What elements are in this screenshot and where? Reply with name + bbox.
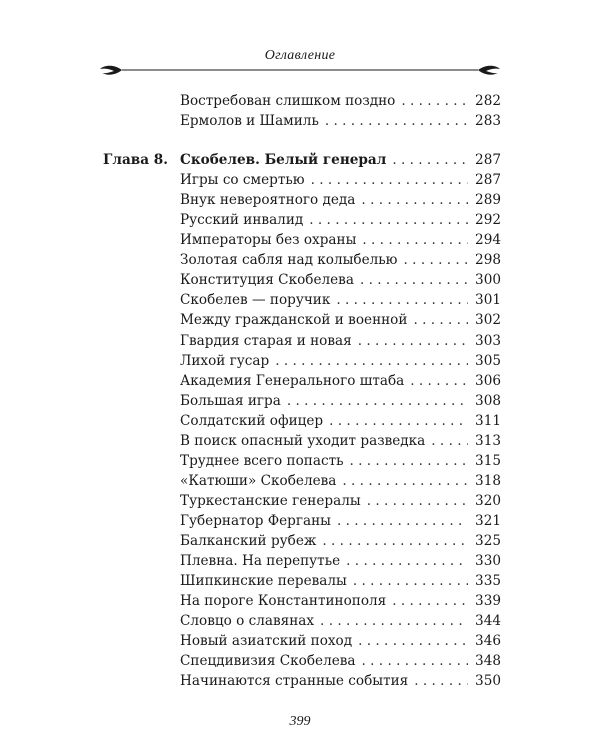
dot-leader — [431, 431, 468, 451]
toc-entry — [103, 331, 501, 351]
entry-title: Лихой гусар — [180, 352, 270, 369]
entry-page-number: 287 — [475, 152, 501, 169]
entry-title: На пороге Константинополя — [180, 593, 387, 610]
toc-line — [180, 671, 501, 691]
toc-entry — [103, 651, 501, 671]
entry-page-number: 294 — [475, 232, 501, 249]
entry-page-number: 311 — [475, 412, 501, 429]
dot-leader — [413, 310, 468, 330]
toc-line — [180, 250, 501, 270]
dot-leader — [360, 270, 468, 290]
entry-page-number: 350 — [475, 673, 501, 690]
toc-entry — [103, 371, 501, 391]
toc-line — [180, 210, 501, 230]
dot-leader — [320, 611, 468, 631]
toc-line — [180, 651, 501, 671]
dot-leader — [309, 210, 468, 230]
toc-entry — [103, 391, 501, 411]
toc-entry — [103, 511, 501, 531]
dot-leader — [353, 571, 468, 591]
entry-page-number: 339 — [475, 593, 501, 610]
entry-page-number: 306 — [475, 372, 501, 389]
entry-title: Востребован слишком поздно — [180, 93, 396, 109]
toc-line — [180, 591, 501, 611]
entry-title: Словцо о славянах — [180, 613, 315, 630]
ornamental-rule — [98, 62, 502, 78]
dot-leader — [401, 91, 468, 111]
toc-entry — [103, 250, 501, 270]
entry-title: Золотая сабля над колыбелью — [180, 252, 398, 269]
toc-entry — [103, 631, 501, 651]
toc-line — [180, 391, 501, 411]
entry-title: Труднее всего попасть — [180, 452, 344, 469]
entry-page-number: 292 — [475, 212, 501, 229]
dot-leader — [361, 190, 468, 210]
entry-title: Скобелев. Белый генерал — [180, 152, 387, 169]
dot-leader — [404, 250, 468, 270]
toc-entry — [103, 91, 501, 111]
entry-title: Ермолов и Шамиль — [180, 113, 319, 130]
entry-page-number: 298 — [475, 252, 501, 269]
toc-entry — [103, 270, 501, 290]
entry-title: Императоры без охраны — [180, 232, 357, 249]
dot-leader — [367, 491, 468, 511]
toc-line — [180, 471, 501, 491]
toc-line — [180, 230, 501, 250]
dot-leader — [358, 631, 468, 651]
toc-entry — [103, 531, 501, 551]
entry-title: Конституция Скобелева — [180, 272, 354, 289]
entry-page-number: 302 — [475, 312, 501, 329]
entry-title: В поиск опасный уходит разведка — [180, 432, 426, 449]
entry-page-number: 287 — [475, 172, 501, 189]
entry-title: Солдатский офицер — [180, 412, 324, 429]
dot-leader — [322, 531, 468, 551]
entry-page-number: 308 — [475, 392, 501, 409]
entry-title: Начинаются странные события — [180, 673, 409, 690]
dot-leader — [414, 671, 468, 691]
entry-title: Спецдивизия Скобелева — [180, 653, 356, 670]
toc-entry — [103, 290, 501, 310]
toc-line — [180, 290, 501, 310]
toc-line — [180, 491, 501, 511]
dot-leader — [275, 351, 468, 371]
toc-entry — [103, 551, 501, 571]
toc-entry — [103, 190, 501, 210]
entry-title: Между гражданской и военной — [180, 312, 408, 329]
toc-entry — [103, 451, 501, 471]
toc-entry — [103, 351, 501, 371]
toc-line — [180, 190, 501, 210]
entry-page-number: 303 — [475, 332, 501, 349]
toc-line — [180, 331, 501, 351]
entry-title: Академия Генерального штаба — [180, 372, 405, 389]
entry-title: Скобелев — поручик — [180, 292, 331, 309]
entry-title: Игры со смертью — [180, 172, 305, 189]
entry-title: Большая игра — [180, 392, 281, 409]
toc-line — [180, 411, 501, 431]
chapter-label: Глава 8. — [103, 152, 168, 169]
table-of-contents — [103, 91, 501, 691]
dot-leader — [325, 111, 468, 131]
entry-title: Туркестанские генералы — [180, 492, 361, 509]
entry-title: Гвардия старая и новая — [180, 332, 352, 349]
toc-entry — [103, 310, 501, 330]
entry-page-number: 313 — [475, 432, 501, 449]
toc-line — [180, 451, 501, 471]
entry-page-number: 320 — [475, 492, 501, 509]
entry-page-number: 300 — [475, 272, 501, 289]
entry-page-number: 305 — [475, 352, 501, 369]
dot-leader — [337, 511, 468, 531]
toc-entry — [103, 431, 501, 451]
toc-line — [180, 571, 501, 591]
toc-entry — [103, 111, 501, 131]
toc-entry — [103, 591, 501, 611]
toc-line — [180, 511, 501, 531]
dot-leader — [346, 551, 468, 571]
entry-page-number: 289 — [475, 192, 501, 209]
toc-line — [180, 91, 501, 111]
toc-entry — [103, 210, 501, 230]
toc-line — [180, 551, 501, 571]
dot-leader — [392, 150, 468, 170]
toc-entry — [103, 471, 501, 491]
dot-leader — [336, 290, 468, 310]
toc-entry — [103, 170, 501, 190]
toc-entry — [103, 491, 501, 511]
dot-leader — [362, 651, 468, 671]
dot-leader — [358, 331, 468, 351]
entry-title: Шипкинские перевалы — [180, 573, 347, 590]
entry-page-number: 346 — [475, 633, 501, 650]
entry-page-number: 318 — [475, 472, 501, 489]
toc-line — [180, 611, 501, 631]
toc-entry — [103, 150, 501, 170]
entry-page-number: 348 — [475, 653, 501, 670]
entry-title: Новый азиатский поход — [180, 633, 353, 650]
entry-page-number: 315 — [475, 452, 501, 469]
running-head: Оглавление — [264, 48, 336, 63]
page-number: 399 — [289, 714, 311, 729]
entry-page-number: 283 — [475, 113, 501, 130]
dot-leader — [350, 451, 469, 471]
toc-line — [180, 310, 501, 330]
toc-line — [180, 351, 501, 371]
entry-page-number: 344 — [475, 613, 501, 630]
entry-title: Плевна. На перепутье — [180, 553, 341, 570]
toc-line — [180, 270, 501, 290]
entry-page-number: 321 — [475, 512, 501, 529]
entry-title: Губернатор Ферганы — [180, 512, 331, 529]
dot-leader — [287, 391, 468, 411]
entry-title: Русский инвалид — [180, 212, 304, 229]
entry-title: Балканский рубеж — [180, 532, 317, 549]
entry-page-number: 330 — [475, 553, 501, 570]
dot-leader — [311, 170, 468, 190]
entry-page-number: 282 — [475, 93, 501, 109]
entry-page-number: 325 — [475, 532, 501, 549]
entry-title: Внук невероятного деда — [180, 192, 356, 209]
toc-entry — [103, 230, 501, 250]
toc-line — [180, 431, 501, 451]
toc-entry — [103, 671, 501, 691]
toc-line — [180, 150, 501, 170]
toc-line — [180, 531, 501, 551]
entry-page-number: 301 — [475, 292, 501, 309]
toc-line — [180, 170, 501, 190]
toc-line — [180, 111, 501, 131]
dot-leader — [362, 230, 468, 250]
dot-leader — [392, 591, 468, 611]
entry-page-number: 335 — [475, 573, 501, 590]
toc-entry — [103, 411, 501, 431]
toc-line — [180, 631, 501, 651]
entry-title: «Катюши» Скобелева — [180, 472, 337, 489]
toc-line — [180, 371, 501, 391]
dot-leader — [329, 411, 468, 431]
toc-entry — [103, 611, 501, 631]
dot-leader — [342, 471, 468, 491]
toc-entry — [103, 571, 501, 591]
dot-leader — [410, 371, 468, 391]
